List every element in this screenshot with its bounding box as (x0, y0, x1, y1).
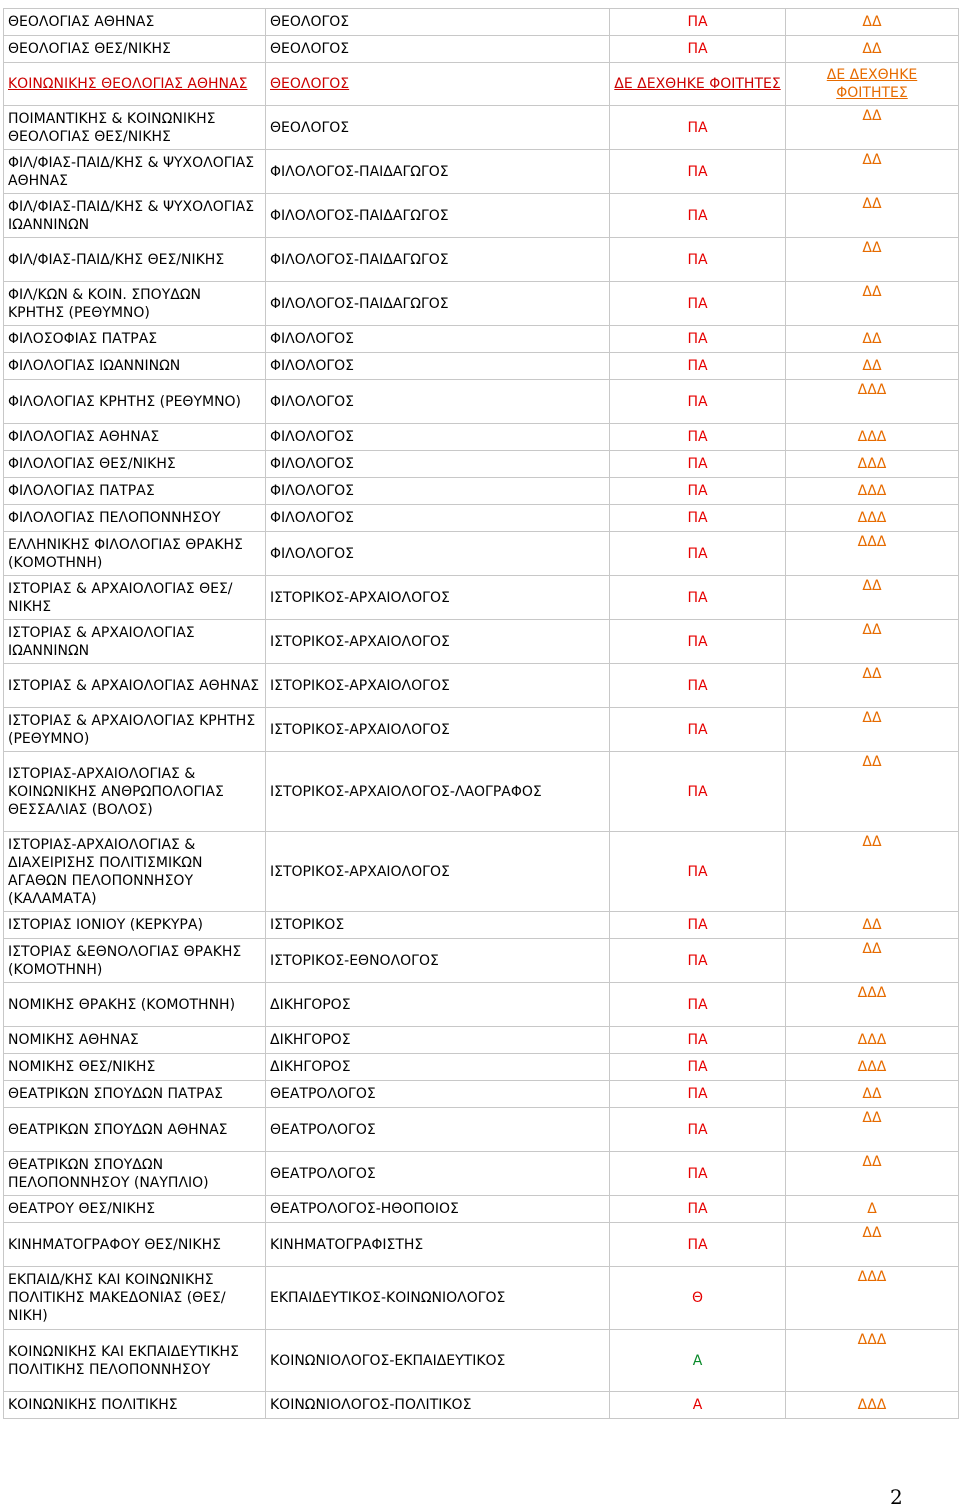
table-row (4, 478, 959, 505)
code-a-cell: ΠΑ (610, 620, 786, 664)
code-a-cell: ΠΑ (610, 1054, 786, 1081)
code-a-cell: ΠΑ (610, 1223, 786, 1267)
code-b-cell: ΔΔ (786, 620, 959, 664)
table-row (4, 451, 959, 478)
table-row (4, 752, 959, 832)
code-b-cell: ΔΔ (786, 9, 959, 36)
profession-cell: ΦΙΛΟΛΟΓΟΣ-ΠΑΙΔΑΓΩΓΟΣ (266, 194, 610, 238)
table-row (4, 664, 959, 708)
code-b-cell: ΔΔΔ (786, 424, 959, 451)
table-row (4, 150, 959, 194)
school-cell: ΝΟΜΙΚΗΣ ΑΘΗΝΑΣ (4, 1027, 266, 1054)
school-cell: ΠΟΙΜΑΝΤΙΚΗΣ & ΚΟΙΝΩΝΙΚΗΣ ΘΕΟΛΟΓΙΑΣ ΘΕΣ/ΝΙΚΗΣ (4, 106, 266, 150)
programs-table (3, 8, 959, 1419)
profession-cell: ΙΣΤΟΡΙΚΟΣ-ΑΡΧΑΙΟΛΟΓΟΣ (266, 620, 610, 664)
profession-cell: ΦΙΛΟΛΟΓΟΣ-ΠΑΙΔΑΓΩΓΟΣ (266, 282, 610, 326)
profession-cell: ΘΕΑΤΡΟΛΟΓΟΣ (266, 1081, 610, 1108)
table-row (4, 1392, 959, 1419)
profession-cell: ΙΣΤΟΡΙΚΟΣ (266, 912, 610, 939)
table-row (4, 1223, 959, 1267)
school-cell: ΘΕΑΤΡΙΚΩΝ ΣΠΟΥΔΩΝ ΠΑΤΡΑΣ (4, 1081, 266, 1108)
code-a-cell: ΠΑ (610, 832, 786, 912)
table-row (4, 424, 959, 451)
code-b-cell: ΔΔ (786, 326, 959, 353)
code-a-cell: ΠΑ (610, 532, 786, 576)
profession-cell: ΙΣΤΟΡΙΚΟΣ-ΑΡΧΑΙΟΛΟΓΟΣ (266, 708, 610, 752)
school-cell: ΙΣΤΟΡΙΑΣ & ΑΡΧΑΙΟΛΟΓΙΑΣ ΘΕΣ/ΝΙΚΗΣ (4, 576, 266, 620)
profession-cell: ΦΙΛΟΛΟΓΟΣ (266, 532, 610, 576)
code-b-cell: ΔΔΔ (786, 1054, 959, 1081)
school-cell: ΦΙΛ/ΦΙΑΣ-ΠΑΙΔ/ΚΗΣ ΘΕΣ/ΝΙΚΗΣ (4, 238, 266, 282)
code-b-cell: Δ (786, 1196, 959, 1223)
school-cell: ΕΛΛΗΝΙΚΗΣ ΦΙΛΟΛΟΓΙΑΣ ΘΡΑΚΗΣ (ΚΟΜΟΤΗΝΗ) (4, 532, 266, 576)
school-cell: ΙΣΤΟΡΙΑΣ-ΑΡΧΑΙΟΛΟΓΙΑΣ & ΚΟΙΝΩΝΙΚΗΣ ΑΝΘΡΩΠΟΛΟΓΙΑΣ ΘΕΣΣΑΛΙΑΣ (ΒΟΛΟΣ) (4, 752, 266, 832)
table-row (4, 983, 959, 1027)
code-a-cell: ΠΑ (610, 939, 786, 983)
profession-cell: ΘΕΟΛΟΓΟΣ (266, 106, 610, 150)
school-cell: ΚΟΙΝΩΝΙΚΗΣ ΠΟΛΙΤΙΚΗΣ (4, 1392, 266, 1419)
profession-cell: ΘΕΟΛΟΓΟΣ (266, 9, 610, 36)
school-cell: ΙΣΤΟΡΙΑΣ & ΑΡΧΑΙΟΛΟΓΙΑΣ ΑΘΗΝΑΣ (4, 664, 266, 708)
school-cell: ΦΙΛΟΛΟΓΙΑΣ ΠΕΛΟΠΟΝΝΗΣΟΥ (4, 505, 266, 532)
code-b-cell: ΔΔ (786, 1152, 959, 1196)
table-row (4, 1081, 959, 1108)
code-a-cell: ΠΑ (610, 36, 786, 63)
profession-cell: ΘΕΟΛΟΓΟΣ (266, 36, 610, 63)
school-cell: ΝΟΜΙΚΗΣ ΘΡΑΚΗΣ (ΚΟΜΟΤΗΝΗ) (4, 983, 266, 1027)
code-b-cell: ΔΕ ΔΕΧΘΗΚΕ ΦΟΙΤΗΤΕΣ (786, 63, 959, 106)
code-b-cell: ΔΔ (786, 752, 959, 832)
school-cell: ΙΣΤΟΡΙΑΣ & ΑΡΧΑΙΟΛΟΓΙΑΣ ΚΡΗΤΗΣ (ΡΕΘΥΜΝΟ) (4, 708, 266, 752)
profession-cell: ΦΙΛΟΛΟΓΟΣ (266, 451, 610, 478)
table-row (4, 1108, 959, 1152)
code-b-cell: ΔΔΔ (786, 1392, 959, 1419)
code-a-cell: ΠΑ (610, 9, 786, 36)
code-a-cell: ΠΑ (610, 353, 786, 380)
school-cell: ΦΙΛΟΣΟΦΙΑΣ ΠΑΤΡΑΣ (4, 326, 266, 353)
table-row (4, 1054, 959, 1081)
code-b-cell: ΔΔ (786, 238, 959, 282)
profession-cell: ΘΕΟΛΟΓΟΣ (266, 63, 610, 106)
code-a-cell: ΠΑ (610, 983, 786, 1027)
school-cell: ΚΟΙΝΩΝΙΚΗΣ ΚΑΙ ΕΚΠΑΙΔΕΥΤΙΚΗΣ ΠΟΛΙΤΙΚΗΣ ΠΕΛΟΠΟΝΝΗΣΟΥ (4, 1330, 266, 1392)
programs-table-body (4, 9, 959, 1419)
code-a-cell: ΠΑ (610, 752, 786, 832)
school-cell: ΚΟΙΝΩΝΙΚΗΣ ΘΕΟΛΟΓΙΑΣ ΑΘΗΝΑΣ (4, 63, 266, 106)
school-cell: ΙΣΤΟΡΙΑΣ ΙΟΝΙΟΥ (ΚΕΡΚΥΡΑ) (4, 912, 266, 939)
table-row (4, 532, 959, 576)
school-cell: ΦΙΛΟΛΟΓΙΑΣ ΠΑΤΡΑΣ (4, 478, 266, 505)
code-b-cell: ΔΔ (786, 1081, 959, 1108)
code-a-cell: Α (610, 1330, 786, 1392)
school-cell: ΦΙΛΟΛΟΓΙΑΣ ΙΩΑΝΝΙΝΩΝ (4, 353, 266, 380)
code-a-cell: Α (610, 1392, 786, 1419)
code-a-cell: ΠΑ (610, 708, 786, 752)
school-cell: ΘΕΑΤΡΙΚΩΝ ΣΠΟΥΔΩΝ ΑΘΗΝΑΣ (4, 1108, 266, 1152)
code-b-cell: ΔΔ (786, 36, 959, 63)
code-a-cell: ΠΑ (610, 1027, 786, 1054)
code-b-cell: ΔΔ (786, 1108, 959, 1152)
school-cell: ΙΣΤΟΡΙΑΣ & ΑΡΧΑΙΟΛΟΓΙΑΣ ΙΩΑΝΝΙΝΩΝ (4, 620, 266, 664)
table-row (4, 194, 959, 238)
table-row (4, 576, 959, 620)
table-row (4, 380, 959, 424)
code-a-cell: ΠΑ (610, 1081, 786, 1108)
profession-cell: ΘΕΑΤΡΟΛΟΓΟΣ-ΗΘΟΠΟΙΟΣ (266, 1196, 610, 1223)
table-row (4, 505, 959, 532)
table-row (4, 238, 959, 282)
profession-cell: ΙΣΤΟΡΙΚΟΣ-ΑΡΧΑΙΟΛΟΓΟΣ (266, 664, 610, 708)
table-row (4, 36, 959, 63)
school-cell: ΙΣΤΟΡΙΑΣ &ΕΘΝΟΛΟΓΙΑΣ ΘΡΑΚΗΣ (ΚΟΜΟΤΗΝΗ) (4, 939, 266, 983)
code-a-cell: ΠΑ (610, 478, 786, 505)
code-a-cell: Θ (610, 1267, 786, 1330)
school-cell: ΦΙΛ/ΚΩΝ & ΚΟΙΝ. ΣΠΟΥΔΩΝ ΚΡΗΤΗΣ (ΡΕΘΥΜΝΟ) (4, 282, 266, 326)
table-row (4, 9, 959, 36)
code-b-cell: ΔΔ (786, 939, 959, 983)
table-row (4, 353, 959, 380)
code-b-cell: ΔΔΔ (786, 505, 959, 532)
table-row (4, 63, 959, 106)
code-b-cell: ΔΔΔ (786, 1267, 959, 1330)
profession-cell: ΔΙΚΗΓΟΡΟΣ (266, 983, 610, 1027)
table-row (4, 106, 959, 150)
school-cell: ΘΕΟΛΟΓΙΑΣ ΘΕΣ/ΝΙΚΗΣ (4, 36, 266, 63)
code-a-cell: ΠΑ (610, 282, 786, 326)
code-b-cell: ΔΔ (786, 664, 959, 708)
table-row (4, 1027, 959, 1054)
profession-cell: ΙΣΤΟΡΙΚΟΣ-ΕΘΝΟΛΟΓΟΣ (266, 939, 610, 983)
school-cell: ΦΙΛ/ΦΙΑΣ-ΠΑΙΔ/ΚΗΣ & ΨΥΧΟΛΟΓΙΑΣ ΑΘΗΝΑΣ (4, 150, 266, 194)
code-a-cell: ΠΑ (610, 1196, 786, 1223)
code-b-cell: ΔΔ (786, 194, 959, 238)
school-cell: ΘΕΑΤΡΟΥ ΘΕΣ/ΝΙΚΗΣ (4, 1196, 266, 1223)
code-a-cell: ΠΑ (610, 664, 786, 708)
code-a-cell: ΠΑ (610, 505, 786, 532)
profession-cell: ΕΚΠΑΙΔΕΥΤΙΚΟΣ-ΚΟΙΝΩΝΙΟΛΟΓΟΣ (266, 1267, 610, 1330)
table-row (4, 832, 959, 912)
table-row (4, 326, 959, 353)
profession-cell: ΦΙΛΟΛΟΓΟΣ (266, 380, 610, 424)
profession-cell: ΘΕΑΤΡΟΛΟΓΟΣ (266, 1108, 610, 1152)
table-row (4, 912, 959, 939)
code-b-cell: ΔΔΔ (786, 532, 959, 576)
profession-cell: ΦΙΛΟΛΟΓΟΣ-ΠΑΙΔΑΓΩΓΟΣ (266, 150, 610, 194)
code-a-cell: ΠΑ (610, 326, 786, 353)
school-cell: ΦΙΛΟΛΟΓΙΑΣ ΑΘΗΝΑΣ (4, 424, 266, 451)
code-b-cell: ΔΔΔ (786, 1027, 959, 1054)
table-row (4, 282, 959, 326)
code-b-cell: ΔΔ (786, 912, 959, 939)
code-b-cell: ΔΔ (786, 832, 959, 912)
code-b-cell: ΔΔ (786, 106, 959, 150)
school-cell: ΕΚΠΑΙΔ/ΚΗΣ ΚΑΙ ΚΟΙΝΩΝΙΚΗΣ ΠΟΛΙΤΙΚΗΣ ΜΑΚΕΔΟΝΙΑΣ (ΘΕΣ/ΝΙΚΗ) (4, 1267, 266, 1330)
profession-cell: ΦΙΛΟΛΟΓΟΣ-ΠΑΙΔΑΓΩΓΟΣ (266, 238, 610, 282)
code-a-cell: ΠΑ (610, 106, 786, 150)
school-cell: ΦΙΛΟΛΟΓΙΑΣ ΘΕΣ/ΝΙΚΗΣ (4, 451, 266, 478)
profession-cell: ΦΙΛΟΛΟΓΟΣ (266, 505, 610, 532)
profession-cell: ΚΙΝΗΜΑΤΟΓΡΑΦΙΣΤΗΣ (266, 1223, 610, 1267)
code-a-cell: ΠΑ (610, 424, 786, 451)
page-number: 2 (890, 1485, 903, 1509)
code-b-cell: ΔΔΔ (786, 1330, 959, 1392)
code-a-cell: ΠΑ (610, 912, 786, 939)
code-a-cell: ΠΑ (610, 1152, 786, 1196)
profession-cell: ΔΙΚΗΓΟΡΟΣ (266, 1027, 610, 1054)
profession-cell: ΦΙΛΟΛΟΓΟΣ (266, 424, 610, 451)
school-cell: ΙΣΤΟΡΙΑΣ-ΑΡΧΑΙΟΛΟΓΙΑΣ & ΔΙΑΧΕΙΡΙΣΗΣ ΠΟΛΙΤΙΣΜΙΚΩΝ ΑΓΑΘΩΝ ΠΕΛΟΠΟΝΝΗΣΟΥ (ΚΑΛΑΜΑΤΑ) (4, 832, 266, 912)
code-b-cell: ΔΔ (786, 576, 959, 620)
school-cell: ΘΕΟΛΟΓΙΑΣ ΑΘΗΝΑΣ (4, 9, 266, 36)
code-a-cell: ΠΑ (610, 1108, 786, 1152)
profession-cell: ΚΟΙΝΩΝΙΟΛΟΓΟΣ-ΕΚΠΑΙΔΕΥΤΙΚΟΣ (266, 1330, 610, 1392)
code-a-cell: ΔΕ ΔΕΧΘΗΚΕ ΦΟΙΤΗΤΕΣ (610, 63, 786, 106)
table-row (4, 1330, 959, 1392)
code-b-cell: ΔΔ (786, 708, 959, 752)
code-b-cell: ΔΔΔ (786, 983, 959, 1027)
profession-cell: ΦΙΛΟΛΟΓΟΣ (266, 326, 610, 353)
code-b-cell: ΔΔΔ (786, 451, 959, 478)
profession-cell: ΚΟΙΝΩΝΙΟΛΟΓΟΣ-ΠΟΛΙΤΙΚΟΣ (266, 1392, 610, 1419)
code-b-cell: ΔΔΔ (786, 380, 959, 424)
profession-cell: ΙΣΤΟΡΙΚΟΣ-ΑΡΧΑΙΟΛΟΓΟΣ (266, 576, 610, 620)
code-a-cell: ΠΑ (610, 194, 786, 238)
code-b-cell: ΔΔ (786, 282, 959, 326)
school-cell: ΦΙΛ/ΦΙΑΣ-ΠΑΙΔ/ΚΗΣ & ΨΥΧΟΛΟΓΙΑΣ ΙΩΑΝΝΙΝΩΝ (4, 194, 266, 238)
profession-cell: ΔΙΚΗΓΟΡΟΣ (266, 1054, 610, 1081)
school-cell: ΦΙΛΟΛΟΓΙΑΣ ΚΡΗΤΗΣ (ΡΕΘΥΜΝΟ) (4, 380, 266, 424)
school-cell: ΘΕΑΤΡΙΚΩΝ ΣΠΟΥΔΩΝ ΠΕΛΟΠΟΝΝΗΣΟΥ (ΝΑΥΠΛΙΟ) (4, 1152, 266, 1196)
profession-cell: ΙΣΤΟΡΙΚΟΣ-ΑΡΧΑΙΟΛΟΓΟΣ-ΛΑΟΓΡΑΦΟΣ (266, 752, 610, 832)
table-row (4, 1152, 959, 1196)
table-row (4, 1196, 959, 1223)
profession-cell: ΦΙΛΟΛΟΓΟΣ (266, 478, 610, 505)
code-b-cell: ΔΔ (786, 1223, 959, 1267)
table-row (4, 620, 959, 664)
code-a-cell: ΠΑ (610, 451, 786, 478)
table-row (4, 939, 959, 983)
code-a-cell: ΠΑ (610, 380, 786, 424)
school-cell: ΝΟΜΙΚΗΣ ΘΕΣ/ΝΙΚΗΣ (4, 1054, 266, 1081)
code-a-cell: ΠΑ (610, 238, 786, 282)
code-a-cell: ΠΑ (610, 576, 786, 620)
profession-cell: ΙΣΤΟΡΙΚΟΣ-ΑΡΧΑΙΟΛΟΓΟΣ (266, 832, 610, 912)
code-b-cell: ΔΔ (786, 353, 959, 380)
code-b-cell: ΔΔ (786, 150, 959, 194)
table-row (4, 708, 959, 752)
profession-cell: ΦΙΛΟΛΟΓΟΣ (266, 353, 610, 380)
table-row (4, 1267, 959, 1330)
code-b-cell: ΔΔΔ (786, 478, 959, 505)
profession-cell: ΘΕΑΤΡΟΛΟΓΟΣ (266, 1152, 610, 1196)
code-a-cell: ΠΑ (610, 150, 786, 194)
school-cell: ΚΙΝΗΜΑΤΟΓΡΑΦΟΥ ΘΕΣ/ΝΙΚΗΣ (4, 1223, 266, 1267)
